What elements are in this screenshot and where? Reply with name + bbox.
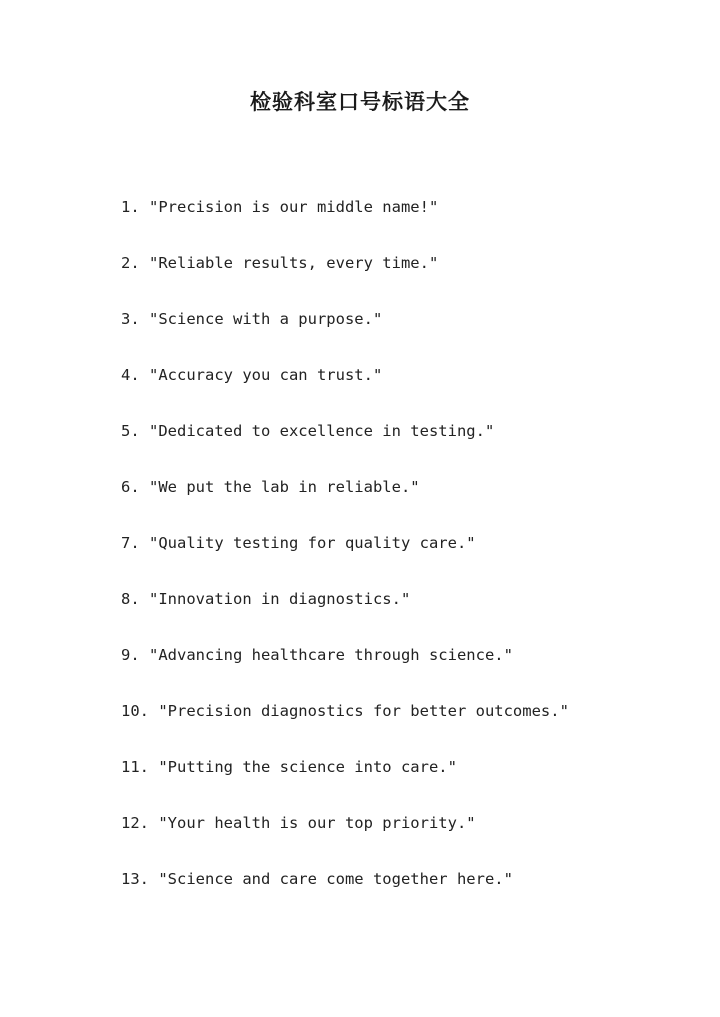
list-item: 9. "Advancing healthcare through science." xyxy=(121,646,513,664)
list-item: 6. "We put the lab in reliable." xyxy=(121,478,420,496)
list-item: 4. "Accuracy you can trust." xyxy=(121,366,383,384)
list-item: 13. "Science and care come together here." xyxy=(121,870,513,888)
list-item: 1. "Precision is our middle name!" xyxy=(121,198,439,216)
list-item: 8. "Innovation in diagnostics." xyxy=(121,590,411,608)
list-item: 3. "Science with a purpose." xyxy=(121,310,383,328)
list-item: 12. "Your health is our top priority." xyxy=(121,814,476,832)
slogan-list xyxy=(121,196,681,924)
list-item: 11. "Putting the science into care." xyxy=(121,758,457,776)
page-title: 检验科室口号标语大全 xyxy=(250,89,470,114)
list-item: 2. "Reliable results, every time." xyxy=(121,254,439,272)
list-item: 5. "Dedicated to excellence in testing." xyxy=(121,422,495,440)
list-item: 10. "Precision diagnostics for better outcomes." xyxy=(121,702,569,720)
list-item: 7. "Quality testing for quality care." xyxy=(121,534,476,552)
